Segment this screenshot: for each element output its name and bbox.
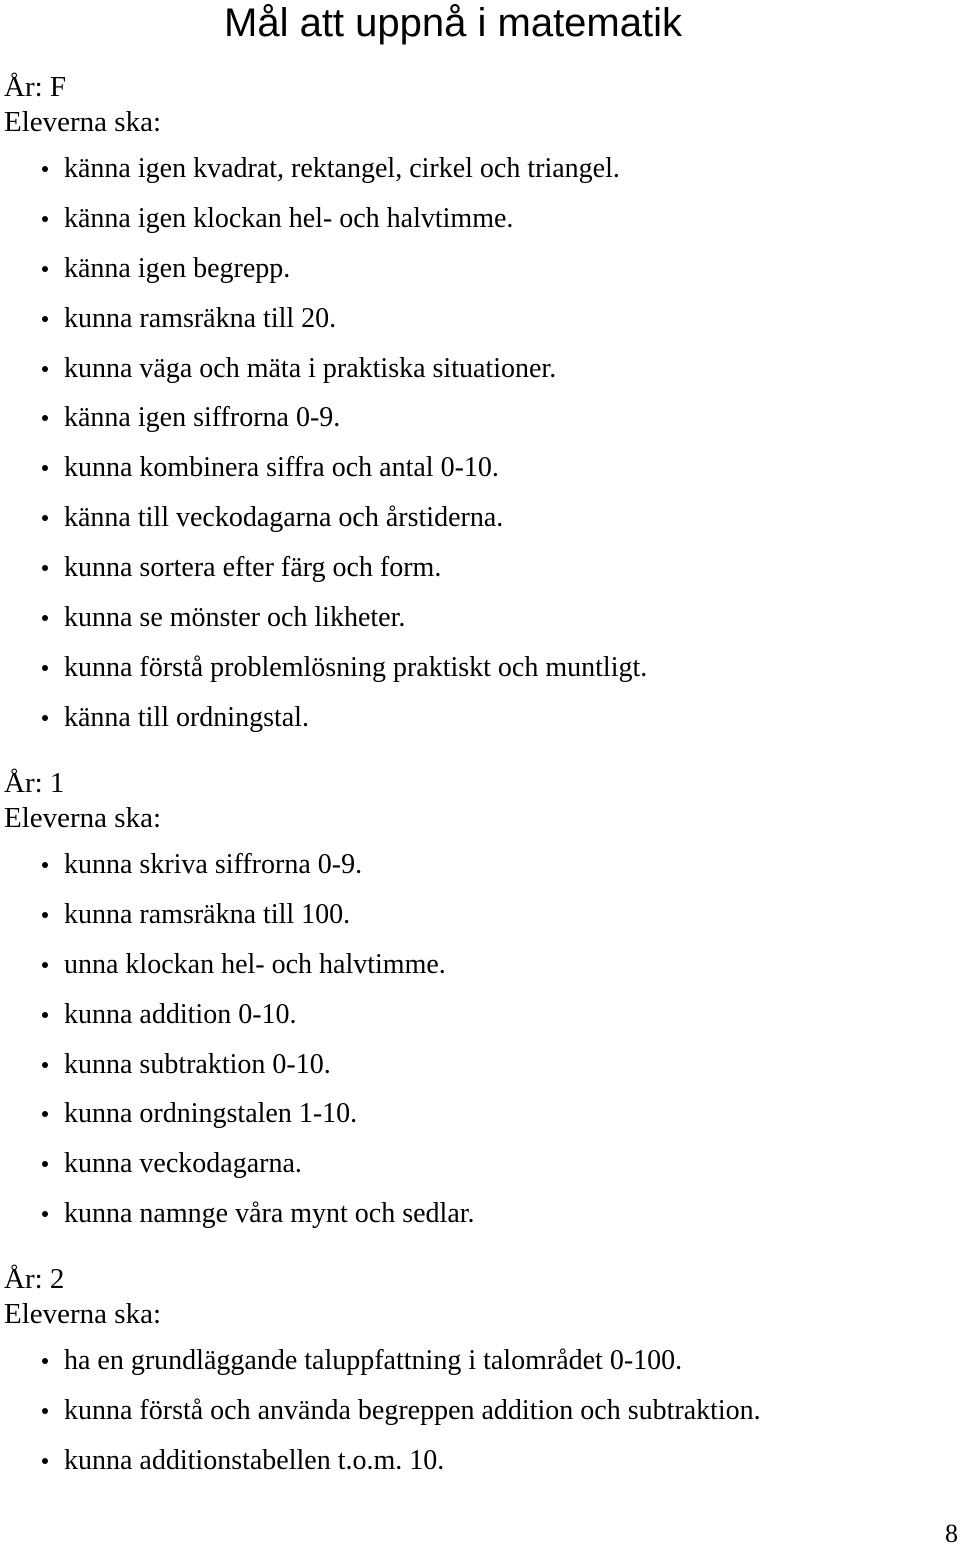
goal-text: känna igen kvadrat, rektangel, cirkel och triangel. bbox=[64, 153, 620, 184]
bullet-icon bbox=[42, 1408, 48, 1414]
year-label: År: 2 bbox=[4, 1263, 65, 1295]
list-item bbox=[4, 501, 944, 551]
goal-text: kunna ramsräkna till 20. bbox=[64, 302, 337, 334]
section-intro: Eleverna ska: bbox=[4, 106, 162, 138]
bullet-icon bbox=[42, 912, 48, 918]
list-item bbox=[4, 302, 944, 352]
goal-text: kunna namnge våra mynt och sedlar. bbox=[64, 1198, 475, 1230]
bullet-icon bbox=[42, 1062, 48, 1068]
goal-list bbox=[4, 152, 944, 751]
bullet-icon bbox=[42, 615, 48, 621]
goal-list bbox=[4, 1344, 944, 1494]
list-item bbox=[4, 848, 944, 898]
list-item bbox=[4, 1344, 944, 1394]
goal-text: kunna additionstabellen t.o.m. 10. bbox=[64, 1444, 445, 1476]
goal-list bbox=[4, 848, 944, 1247]
goal-text: känna igen begrepp. bbox=[64, 252, 291, 284]
goal-text: kunna se mönster och likheter. bbox=[64, 602, 406, 634]
section-year-f bbox=[4, 70, 944, 751]
list-item bbox=[4, 1394, 944, 1444]
list-item bbox=[4, 651, 944, 701]
list-item bbox=[4, 948, 944, 998]
bullet-icon bbox=[42, 715, 48, 721]
list-item bbox=[4, 152, 944, 202]
list-item bbox=[4, 252, 944, 302]
bullet-icon bbox=[42, 1358, 48, 1364]
section-intro: Eleverna ska: bbox=[4, 1298, 162, 1330]
list-item bbox=[4, 551, 944, 601]
goal-text: kunna förstå problemlösning praktiskt och muntligt. bbox=[64, 651, 648, 683]
list-item bbox=[4, 202, 944, 252]
goal-text: ha en grundläggande taluppfattning i talområdet 0-100. bbox=[64, 1345, 683, 1376]
list-item bbox=[4, 451, 944, 501]
goal-text: känna till veckodagarna och årstiderna. bbox=[64, 502, 504, 534]
goal-text: kunna subtraktion 0-10. bbox=[64, 1048, 331, 1080]
page-number: 8 bbox=[945, 1519, 958, 1548]
bullet-icon bbox=[42, 465, 48, 471]
list-item bbox=[4, 352, 944, 402]
year-label: År: F bbox=[4, 71, 67, 103]
bullet-icon bbox=[42, 266, 48, 272]
goal-text: kunna sortera efter färg och form. bbox=[64, 552, 442, 584]
bullet-icon bbox=[42, 415, 48, 421]
goal-text: kunna addition 0-10. bbox=[64, 998, 297, 1030]
list-item bbox=[4, 701, 944, 751]
list-item bbox=[4, 998, 944, 1048]
bullet-icon bbox=[42, 1012, 48, 1018]
section-year-2 bbox=[4, 1262, 944, 1494]
section-intro: Eleverna ska: bbox=[4, 802, 162, 834]
goal-text: känna igen siffrorna 0-9. bbox=[64, 402, 341, 434]
goal-text: unna klockan hel- och halvtimme. bbox=[64, 948, 446, 980]
bullet-icon bbox=[42, 565, 48, 571]
bullet-icon bbox=[42, 1211, 48, 1217]
bullet-icon bbox=[42, 1458, 48, 1464]
list-item bbox=[4, 401, 944, 451]
goal-text: kunna förstå och använda begreppen addition och subtraktion. bbox=[64, 1394, 761, 1426]
list-item bbox=[4, 1097, 944, 1147]
list-item bbox=[4, 1197, 944, 1247]
bullet-icon bbox=[42, 962, 48, 968]
bullet-icon bbox=[42, 166, 48, 172]
goal-text: känna igen klockan hel- och halvtimme. bbox=[64, 202, 514, 234]
goal-text: kunna kombinera siffra och antal 0-10. bbox=[64, 452, 499, 484]
goal-text: kunna ramsräkna till 100. bbox=[64, 898, 351, 930]
list-item bbox=[4, 898, 944, 948]
goal-text: kunna väga och mäta i praktiska situationer. bbox=[64, 352, 557, 384]
list-item bbox=[4, 1048, 944, 1098]
bullet-icon bbox=[42, 216, 48, 222]
bullet-icon bbox=[42, 1111, 48, 1117]
bullet-icon bbox=[42, 366, 48, 372]
list-item bbox=[4, 1147, 944, 1197]
list-item bbox=[4, 1444, 944, 1494]
goal-text: kunna ordningstalen 1-10. bbox=[64, 1098, 358, 1130]
section-year-1 bbox=[4, 766, 944, 1247]
list-item bbox=[4, 601, 944, 651]
bullet-icon bbox=[42, 862, 48, 868]
goal-text: känna till ordningstal. bbox=[64, 701, 309, 733]
goal-text: kunna skriva siffrorna 0-9. bbox=[64, 849, 363, 880]
page-title: Mål att uppnå i matematik bbox=[224, 1, 682, 45]
bullet-icon bbox=[42, 316, 48, 322]
bullet-icon bbox=[42, 515, 48, 521]
bullet-icon bbox=[42, 665, 48, 671]
bullet-icon bbox=[42, 1161, 48, 1167]
goal-text: kunna veckodagarna. bbox=[64, 1148, 302, 1180]
year-label: År: 1 bbox=[4, 767, 65, 799]
